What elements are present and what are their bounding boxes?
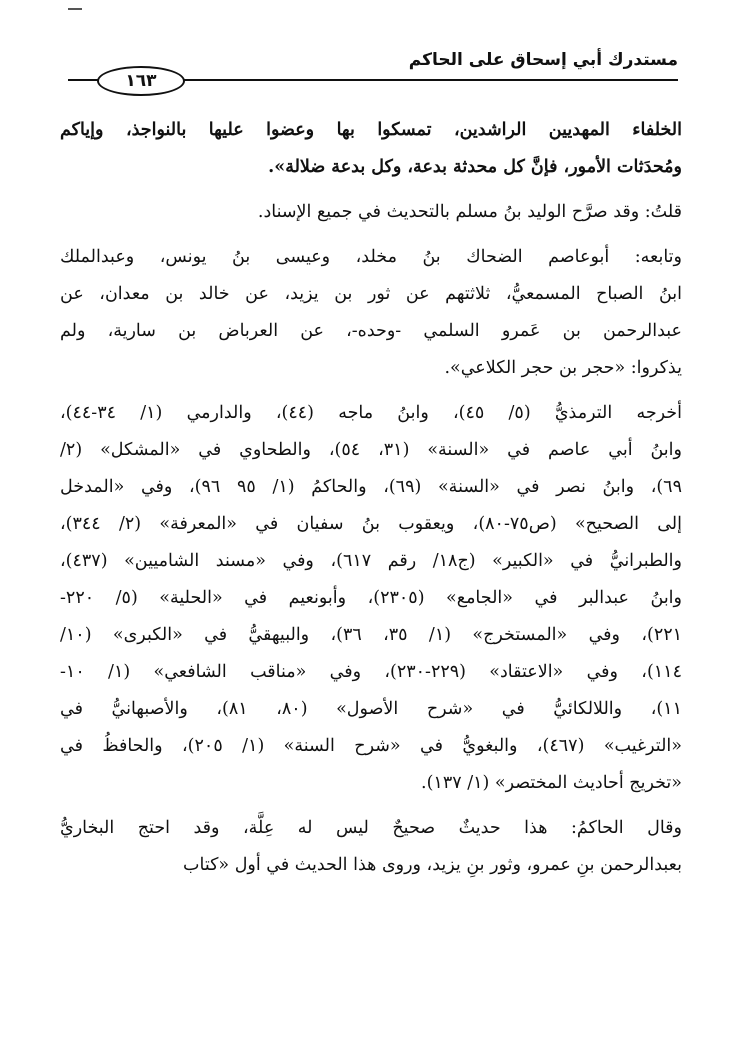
text-line: «الترغيب» (٤٦٧)، والبغويُّ في «شرح السنة» (١/ ٢٠٥)، والحافظُ في	[60, 736, 682, 756]
paragraph	[60, 194, 682, 231]
text-line: وابنُ أبي عاصم في «السنة» (٣١، ٥٤)، والطحاوي في «المشكل» (٢/	[60, 440, 682, 460]
text-line: ١١)، واللالكائيُّ في «شرح الأصول» (٨٠، ٨١)، والأصبهانيُّ في	[60, 699, 682, 719]
paragraph	[60, 112, 682, 186]
body-text	[60, 112, 682, 884]
paragraph-gap	[60, 387, 682, 395]
scan-mark	[68, 8, 82, 10]
paragraph-gap	[60, 802, 682, 810]
paragraph	[60, 239, 682, 387]
page-number: ١٦٣	[97, 66, 185, 96]
paragraph-gap	[60, 186, 682, 194]
text-line: والطبرانيُّ في «الكبير» (ج١٨/ رقم ٦١٧)، وفي «مسند الشاميين» (٤٣٧)،	[60, 551, 682, 571]
text-line: قلتُ: وقد صرَّح الوليد بنُ مسلم بالتحديث في جميع الإسناد.	[257, 202, 682, 222]
text-line: وتابعه: أبوعاصم الضحاك بنُ مخلد، وعيسى بنُ يونس، وعبدالملك	[60, 247, 682, 267]
text-line: بعبدالرحمن بنِ عمرو، وثور بنِ يزيد، وروى هذا الحديث في أول «كتاب	[183, 855, 682, 875]
text-line: الخلفاء المهديين الراشدين، تمسكوا بها وعضوا عليها بالنواجذ، وإياكم	[60, 120, 682, 140]
paragraph-gap	[60, 231, 682, 239]
text-line: ٦٩)، وابنُ نصر في «السنة» (٦٩)، والحاكمُ (١/ ٩٥ ٩٦)، وفي «المدخل	[60, 477, 682, 497]
text-line: ١١٤)، وفي «الاعتقاد» (٢٢٩-٢٣٠)، وفي «مناقب الشافعي» (١/ ١٠-	[60, 662, 682, 682]
running-header-title: مستدرك أبي إسحاق على الحاكم	[408, 50, 678, 70]
paragraph	[60, 395, 682, 802]
paragraph	[60, 810, 682, 884]
text-line: ٢٢١)، وفي «المستخرج» (١/ ٣٥، ٣٦)، والبيهقيُّ في «الكبرى» (١٠/	[60, 625, 682, 645]
text-line: «تخريج أحاديث المختصر» (١/ ١٣٧).	[421, 773, 682, 793]
text-line: أخرجه الترمذيُّ (٥/ ٤٥)، وابنُ ماجه (٤٤)، والدارمي (١/ ٣٤-٤٤)،	[60, 403, 682, 423]
text-line: إلى الصحيح» (ص٧٥-٨٠)، ويعقوب بنُ سفيان في «المعرفة» (٢/ ٣٤٤)،	[60, 514, 682, 534]
text-line: يذكروا: «حجر بن حجر الكلاعي».	[444, 358, 682, 378]
text-line: وقال الحاكمُ: هذا حديثٌ صحيحٌ ليس له عِلَّة، وقد احتج البخاريُّ	[60, 818, 682, 838]
text-line: عبدالرحمن بن عَمرو السلمي -وحده-، عن العرباض بن سارية، ولم	[60, 321, 682, 341]
text-line: ومُحدَثات الأمور، فإنَّ كل محدثة بدعة، وكل بدعة ضلالة».	[268, 157, 682, 177]
text-line: ابنُ الصباح المسمعيُّ، ثلاثتهم عن ثور بن يزيد، عن خالد بن معدان، عن	[60, 284, 682, 304]
text-line: وابنُ عبدالبر في «الجامع» (٢٣٠٥)، وأبونعيم في «الحلية» (٥/ ٢٢٠-	[60, 588, 682, 608]
